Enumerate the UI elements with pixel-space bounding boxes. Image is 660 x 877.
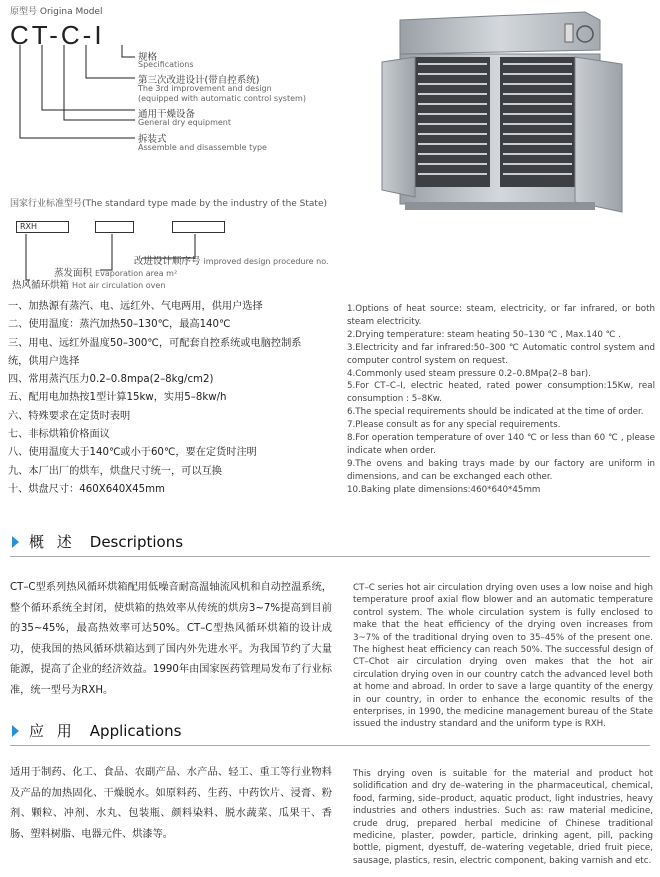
feature-en-item: 6.The special requirements should be indicated at the time of order. <box>347 407 644 418</box>
standard-item-procedure: 改进设计顺序号 improved design procedure no. <box>134 256 329 267</box>
feature-en-item: 2.Drying temperature: steam heating 50–130 ℃ , Max.140 ℃ . <box>347 329 621 340</box>
model-code: CT-C-I <box>10 20 105 50</box>
spec-specifications-en: Specifications <box>138 60 194 69</box>
spec-assemble-en: Assemble and disassemble type <box>138 143 267 152</box>
drying-oven-illustration <box>360 2 660 220</box>
applications-text-cn: 适用于制药、化工、食品、农副产品、水产品、轻工、重工等行业物料及产品的加热固化、干燥脱水。如原料药、生药、中药饮片、浸膏、粉剂、颗粒、冲剂、水丸、包装瓶、颜料染料、脱水蔬菜、瓜果干、香肠、塑料树脂、电器元件、烘漆等。 <box>10 767 332 840</box>
original-model-label: 原型号 Origina Model <box>10 7 103 17</box>
feature-en-item: 5.For CT–C–I, electric heated, rated power consumption:15Kw, real consumption : 5–8Kw. <box>347 381 655 405</box>
feature-cn-item: 五、配用电加热按1型计算15kw，实用5–8kw/h <box>8 392 227 404</box>
descriptions-text-en: CT–C series hot air circulation drying oven uses a low noise and high temperature proof axial flow blower and an automatic temperature control system. The whole circulation system is fully enclosed to make that the heat efficiency of the drying oven increases from 3~7% of the traditional drying oven to 35–45% of the present one. The highest heat efficiency can reach 50%. The successful design of CT–Chot air circulation drying oven makes that the hot air circulation drying oven in our country catch the advanced level both at home and abroad. In order to save a large quantity of the energy in our country, in order to enhance the economic results of the enterprises, in 1990, the medicine management bureau of the State issued the industry standard and the uniform type is RXH. <box>353 583 653 730</box>
spec-assemble-cn: 拆装式 <box>138 134 167 145</box>
spec-improvement-en-2: (equipped with automatic control system) <box>138 94 306 103</box>
feature-en-item: 1.Options of heat source: steam, electricity, or far infrared, or both steam electricity. <box>347 304 655 327</box>
descriptions-text-cn: CT–C型系列热风循环烘箱配用低噪音耐高温轴流风机和自动控温系统，整个循环系统全封闭，使烘箱的热效率从传统的烘房3~7%提高到目前的35~45%，最高热效率可达50%。CT–C型热风循环烘箱的设计成功，使我国的热风循环烘箱达到了国内外先进水平。为我国节约了大量能源，提高了企业的经济效益。1990年由国家医药管理局发布了行业标准，统一型号为RXH。 <box>10 582 332 696</box>
section-triangle-icon <box>12 536 19 548</box>
feature-en-item: 7.Please consult as for any special requirements. <box>347 420 561 431</box>
standard-item-oven: 热风循环烘箱 Hot air circulation oven <box>12 280 166 291</box>
descriptions-heading: 概 述 Descriptions <box>12 531 183 552</box>
feature-cn-item: 十、烘盘尺寸：460X640X45mm <box>8 483 165 495</box>
spec-improvement-cn: 第三次改进设计(带自控系统) <box>138 75 260 86</box>
features-list-en <box>347 303 655 497</box>
feature-cn-item: 一、加热源有蒸汽、电、远红外、气电两用，供用户选择 <box>8 301 263 312</box>
feature-cn-item: 统，供用户选择 <box>8 355 80 367</box>
feature-en-item: 9.The ovens and baking trays made by our factory are uniform in dimensions, and can be exchanged each other. <box>347 458 655 482</box>
spec-general-dry-en: General dry equipment <box>138 118 232 127</box>
spec-general-dry-cn: 通用干燥设备 <box>138 109 196 120</box>
applications-divider <box>10 745 650 746</box>
applications-text-en: This drying oven is suitable for the material and product hot solidification and dry de–watering in the pharmaceutical, chemical, food, farming, side–product, aquatic product, light industries, heavy industries and others industries. Such as: raw material medicine, crude drug, prepared herbal medicine of Chinese traditional medicine, plaster, powder, particle, drinking agent, pill, packing bottle, pigment, dyestuff, de–watering vegetable, dried fruit piece, sausage, plastics, resin, electric component, baking varnish and etc. <box>353 769 653 866</box>
feature-cn-item: 四、常用蒸汽压力0.2–0.8mpa(2–8kg/cm2) <box>8 374 214 386</box>
spec-improvement-en-1: The 3rd improvement and design <box>138 84 272 93</box>
standard-type-label: 国家行业标准型号(The standard type made by the industry of the State) <box>10 199 328 209</box>
spec-specifications-cn: 规格 <box>138 52 158 63</box>
applications-heading: 应 用 Applications <box>12 720 181 741</box>
feature-en-item: 10.Baking plate dimensions:460*640*45mm <box>347 484 541 495</box>
feature-cn-item: 七、非标烘箱价格面议 <box>8 429 110 441</box>
feature-en-item: 8.For operation temperature of over 140 ℃ or less than 60 ℃ , please indicate when order. <box>347 433 655 456</box>
section-triangle-icon <box>12 725 19 737</box>
feature-cn-item: 六、特殊要求在定货时表明 <box>8 410 131 422</box>
feature-cn-item: 三、用电、远红外温度50–300℃，可配套自控系统或电脑控制系 <box>8 337 302 349</box>
feature-cn-item: 九、本厂出厂的烘车，烘盘尺寸统一，可以互换 <box>8 465 222 477</box>
descriptions-divider <box>10 556 650 557</box>
feature-cn-item: 二、使用温度：蒸汽加热50–130℃，最高140℃ <box>8 319 231 331</box>
standard-box-rxh: RXH <box>16 221 69 233</box>
feature-cn-item: 八、使用温度大于140℃或小于60℃，要在定货时注明 <box>8 447 257 459</box>
features-list-cn <box>8 298 328 499</box>
feature-en-item: 4.Commonly used steam pressure 0.2–0.8Mpa(2–8 bar). <box>347 368 591 379</box>
feature-en-item: 3.Electricity and far infrared:50–300 ℃ Automatic control system and computer control system on request. <box>347 342 655 366</box>
standard-item-area: 蒸发面积 Evaporation area m² <box>54 268 178 279</box>
